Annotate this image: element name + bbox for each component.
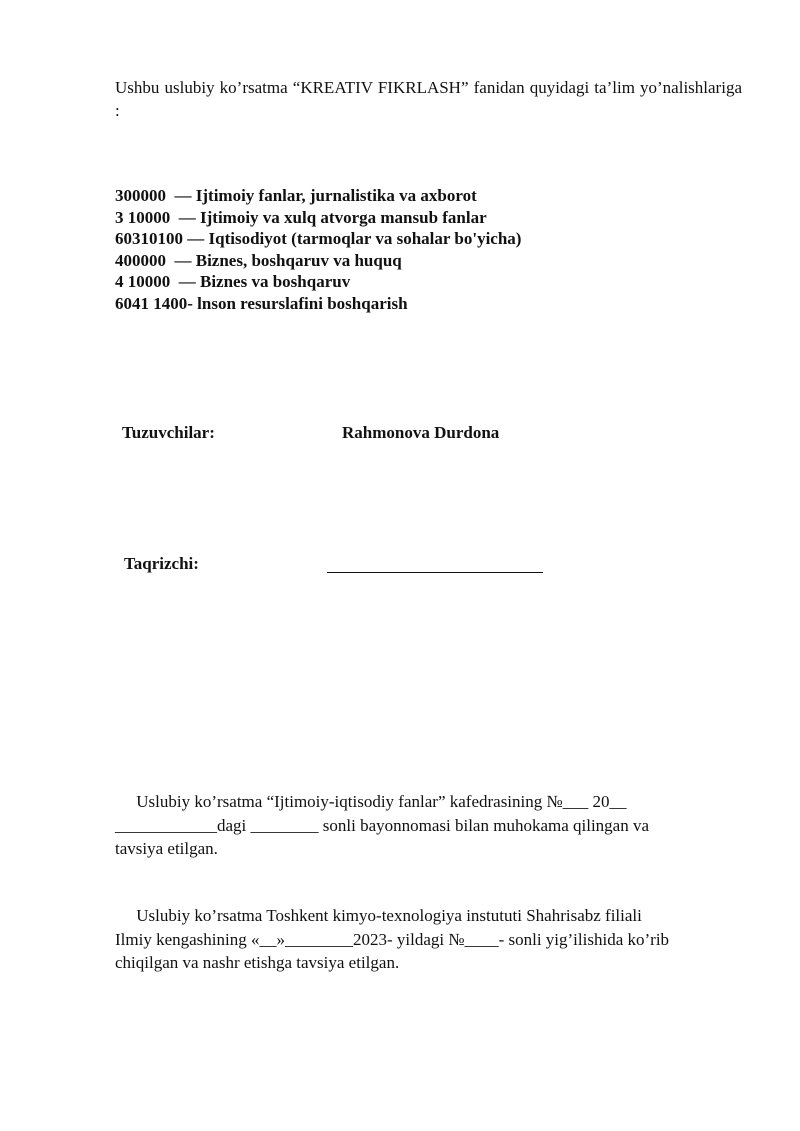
paragraph-line: Ilmiy kengashining «__»________2023- yildagi №____- sonli yig’ilishida ko’rib	[115, 929, 670, 949]
program-item: 60310100 — Iqtisodiyot (tarmoqlar va sohalar bo'yicha)	[115, 229, 522, 249]
program-item: 400000 — Biznes, boshqaruv va huquq	[115, 250, 402, 270]
program-item: 6041 1400- lnson resurslafini boshqarish	[115, 293, 408, 313]
reviewer-label: Taqrizchi:	[124, 554, 199, 573]
program-item: 300000 — Ijtimoiy fanlar, jurnalistika va axborot	[115, 186, 477, 205]
paragraph-line: tavsiya etilgan.	[115, 839, 218, 858]
paragraph-line: Uslubiy ko’rsatma “Ijtimoiy-iqtisodiy fanlar” kafedrasining №___ 20__	[115, 792, 627, 811]
council-approval-paragraph	[115, 904, 725, 975]
paragraph-line: Uslubiy ko’rsatma Toshkent kimyo-texnologiya instututi Shahrisabz filiali	[115, 906, 642, 925]
compiler-name: Rahmonova Durdona	[342, 423, 500, 442]
department-approval-paragraph	[115, 790, 725, 861]
education-programs-list	[115, 185, 715, 315]
reviewer-signature-line	[327, 572, 543, 573]
paragraph-line: ____________dagi ________ sonli bayonnomasi bilan muhokama qilingan va	[115, 815, 650, 835]
program-item: 4 10000 — Biznes va boshqaruv	[115, 272, 351, 292]
compilers-label: Tuzuvchilar:	[122, 423, 215, 442]
program-item: 3 10000 — Ijtimoiy va xulq atvorga mansub fanlar	[115, 207, 487, 227]
paragraph-line: chiqilgan va nashr etishga tavsiya etilgan.	[115, 953, 400, 972]
intro-paragraph: Ushbu uslubiy ko’rsatma “KREATIV FIKRLASH” fanidan quyidagi ta’lim yo’nalishlariga :	[115, 78, 742, 120]
